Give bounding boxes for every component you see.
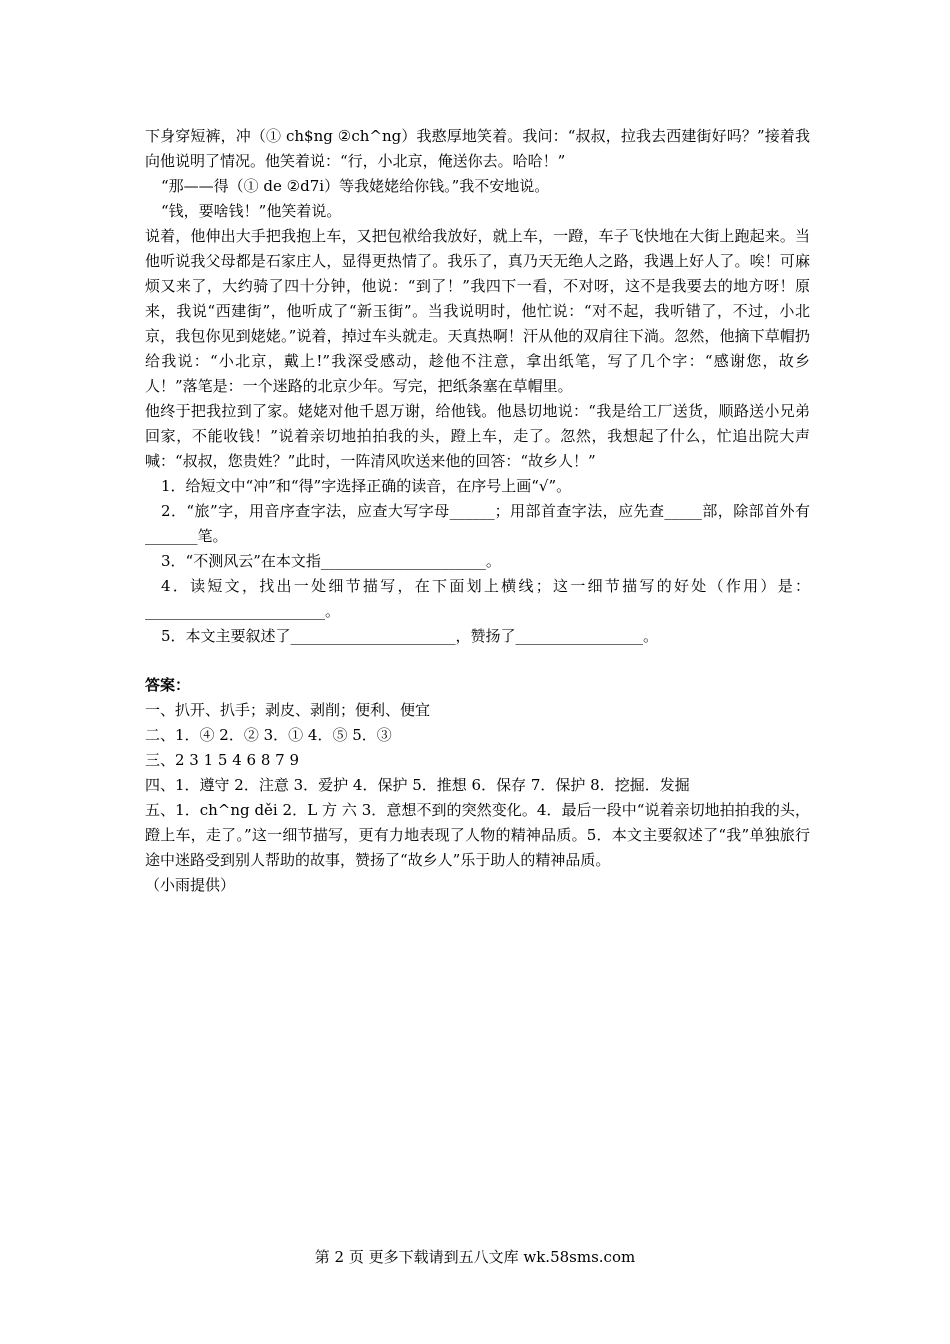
answer-1: 一、扒开、扒手；剥皮、剥削；便利、便宜 (145, 701, 431, 719)
document-body (145, 124, 810, 898)
answer-5: 五、1．ch^ng děi 2．L 方 六 3．意想不到的突然变化。4．最后一段中“说着亲切地拍拍我的头，蹬上车，走了。”这一细节描写，更有力地表现了人物的精神品质。5．本文主要叙述了“我”单独旅行途中迷路受到别人帮助的故事，赞扬了“故乡人”乐于助人的精神品质。 (145, 801, 810, 869)
story-paragraph-1: 下身穿短裤，冲（① ch$ng ②ch^ng）我憨厚地笑着。我问：“叔叔，拉我去西建街好吗？”接着我向他说明了情况。他笑着说：“行，小北京，俺送你去。哈哈！” (145, 127, 810, 170)
answer-3: 三、2 3 1 5 4 6 8 7 9 (145, 751, 300, 769)
section-spacer (145, 649, 810, 673)
answers-heading: 答案： (145, 676, 191, 694)
answer-2: 二、1．④ 2．② 3．① 4．⑤ 5．③ (145, 726, 392, 744)
question-5: 5．本文主要叙述了______________________，赞扬了_________________。 (161, 627, 659, 645)
credit-line: （小雨提供） (145, 876, 236, 894)
answer-4: 四、1．遵守 2．注意 3．爱护 4．保护 5．推想 6．保存 7．保护 8．挖掘．发掘 (145, 776, 690, 794)
question-1: 1．给短文中“冲”和“得”字选择正确的读音，在序号上画“√”。 (161, 477, 572, 495)
story-paragraph-5: 他终于把我拉到了家。姥姥对他千恩万谢，给他钱。他恳切地说：“我是给工厂送货，顺路送小兄弟回家，不能收钱！”说着亲切地拍拍我的头，蹬上车，走了。忽然，我想起了什么，忙追出院大声喊：“叔叔，您贵姓？”此时，一阵清风吹送来他的回答：“故乡人！” (145, 402, 810, 470)
question-3: 3．“不测风云”在本文指______________________。 (161, 552, 501, 570)
story-paragraph-3: “钱，要啥钱！”他笑着说。 (161, 202, 342, 220)
story-paragraph-2: “那——得（① de ②d7i）等我姥姥给你钱。”我不安地说。 (161, 177, 550, 195)
page-footer: 第 2 页 更多下载请到五八文库 wk.58sms.com (314, 1248, 636, 1266)
question-4: 4．读短文，找出一处细节描写，在下面划上横线；这一细节描写的好处（作用）是：________________________。 (145, 577, 810, 620)
question-2: 2．“旅”字，用音序查字法，应查大写字母______；用部首查字法，应先查_____部，除部首外有_______笔。 (145, 502, 810, 545)
story-paragraph-4: 说着，他伸出大手把我抱上车，又把包袱给我放好，就上车，一蹬，车子飞快地在大街上跑起来。当他听说我父母都是石家庄人，显得更热情了。我乐了，真乃天无绝人之路，我遇上好人了。唉！可麻烦又来了，大约骑了四十分钟，他说：“到了！”我四下一看，不对呀，这不是我要去的地方呀！原来，我说“西建街”，他听成了“新玉街”。当我说明时，他忙说：“对不起，我听错了，不过，小北京，我包你见到姥姥。”说着，掉过车头就走。天真热啊！汗从他的双肩往下淌。忽然，他摘下草帽扔给我说：“小北京，戴上!”我深受感动，趁他不注意，拿出纸笔，写了几个字：“感谢您，故乡人！”落笔是：一个迷路的北京少年。写完，把纸条塞在草帽里。 (145, 227, 810, 395)
